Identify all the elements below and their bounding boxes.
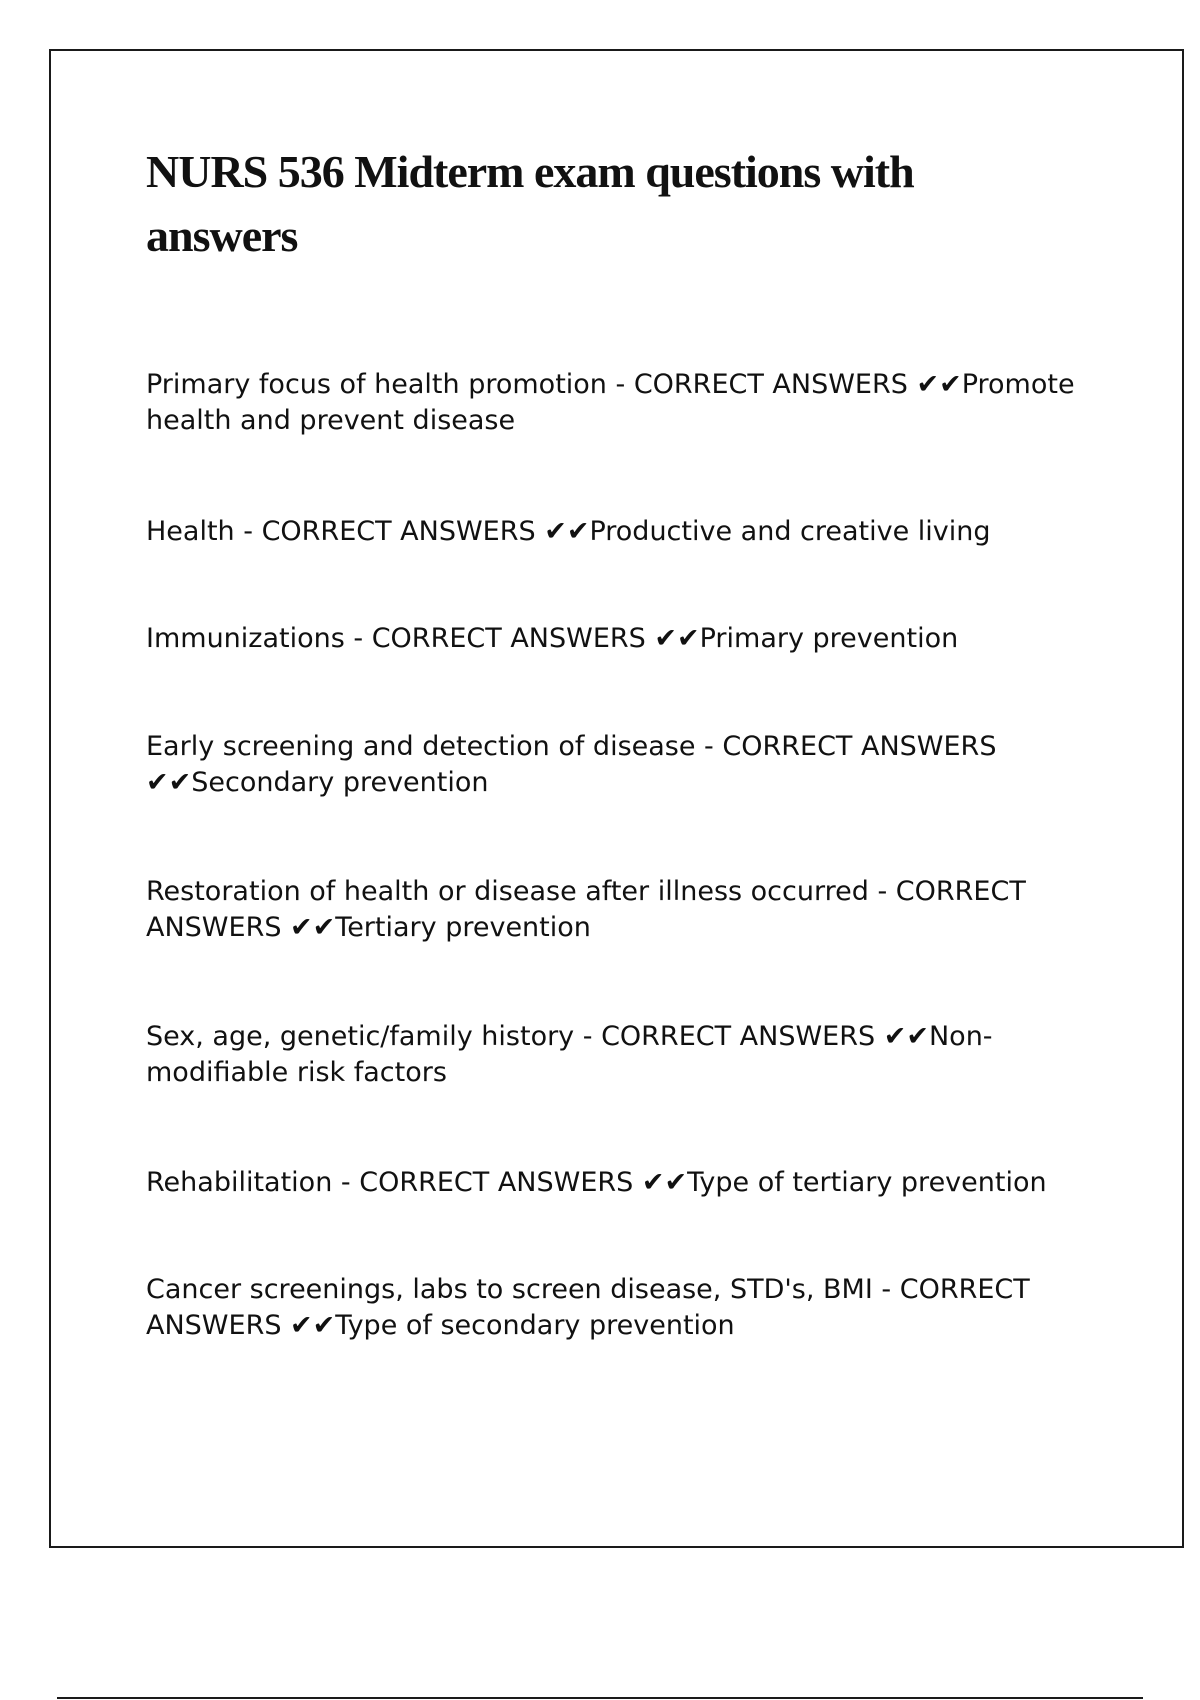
qa-item: Early screening and detection of disease - CORRECT ANSWERS ✔✔Secondary prevention	[146, 731, 997, 798]
qa-item: Health - CORRECT ANSWERS ✔✔Productive and creative living	[146, 516, 991, 547]
qa-item: Cancer screenings, labs to screen disease, STD's, BMI - CORRECT ANSWERS ✔✔Type of secondary prevention	[146, 1274, 1030, 1341]
document-title: NURS 536 Midterm exam questions with answers	[146, 146, 914, 261]
footer-divider	[57, 1697, 1143, 1699]
qa-item: Sex, age, genetic/family history - CORRECT ANSWERS ✔✔Non-modifiable risk factors	[146, 1021, 993, 1088]
qa-item: Immunizations - CORRECT ANSWERS ✔✔Primary prevention	[146, 623, 959, 654]
qa-item: Rehabilitation - CORRECT ANSWERS ✔✔Type of tertiary prevention	[146, 1167, 1047, 1198]
qa-item: Restoration of health or disease after illness occurred - CORRECT ANSWERS ✔✔Tertiary prevention	[146, 876, 1026, 943]
qa-item: Primary focus of health promotion - CORRECT ANSWERS ✔✔Promote health and prevent disease	[146, 369, 1075, 436]
